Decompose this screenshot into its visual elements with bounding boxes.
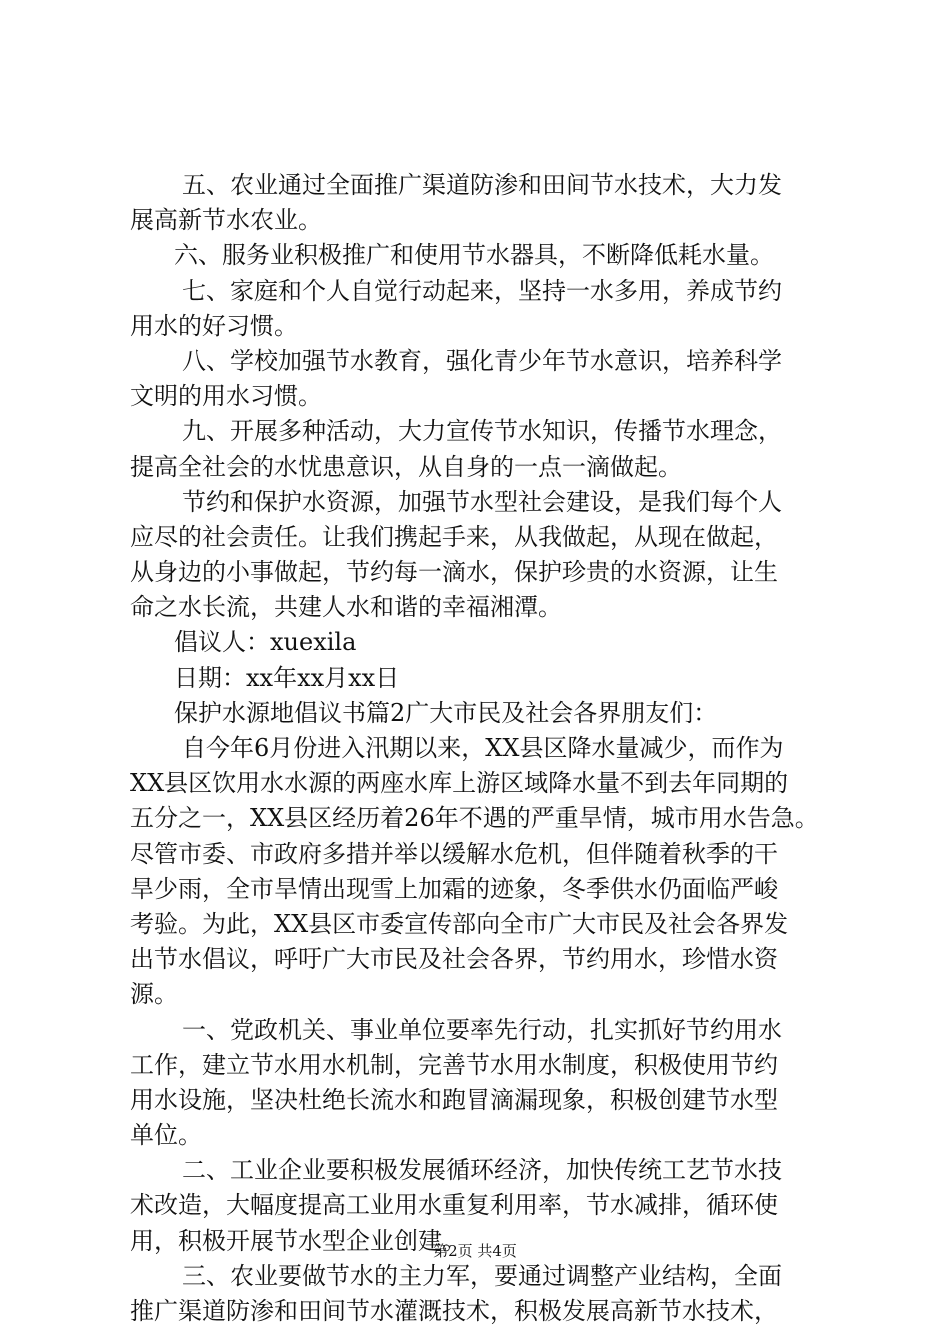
page-footer: 第2页 共4页	[433, 1242, 517, 1260]
text-line: 自今年6月份进入汛期以来，XX县区降水量减少，而作为	[182, 734, 784, 762]
text-line: 提高全社会的水忧患意识，从自身的一点一滴做起。	[130, 452, 682, 481]
text-line: 工作，建立节水用水机制，完善节水用水制度，积极使用节约	[130, 1050, 778, 1079]
text-line: 六、服务业积极推广和使用节水器具，不断降低耗水量。	[174, 241, 774, 270]
text-line: 命之水长流，共建人水和谐的幸福湘潭。	[130, 593, 562, 622]
text-line: 推广渠道防渗和田间节水灌溉技术，积极发展高新节水技术，	[130, 1297, 778, 1325]
text-line: 五分之一，XX县区经历着26年不遇的严重旱情，城市用水告急。	[130, 804, 819, 833]
text-line: 展高新节水农业。	[130, 206, 322, 235]
text-line: XX县区饮用水水源的两座水库上游区域降水量不到去年同期的	[130, 769, 789, 798]
text-line: 八、学校加强节水教育，强化青少年节水意识，培养科学	[182, 346, 782, 375]
text-line: 节约和保护水资源，加强节水型社会建设，是我们每个人	[182, 487, 782, 516]
text-line: 源。	[130, 980, 178, 1009]
text-line: 文明的用水习惯。	[130, 382, 322, 411]
text-line: 单位。	[130, 1121, 202, 1150]
text-line: 三、农业要做节水的主力军，要通过调整产业结构，全面	[182, 1261, 782, 1290]
text-line: 用水的好习惯。	[130, 311, 298, 340]
text-line: 考验。为此，XX县区市委宣传部向全市广大市民及社会各界发	[130, 909, 789, 938]
text-line: 倡议人：xuexila	[174, 628, 357, 657]
text-line: 尽管市委、市政府多措并举以缓解水危机，但伴随着秋季的干	[130, 839, 778, 868]
text-line: 用水设施，坚决杜绝长流水和跑冒滴漏现象，积极创建节水型	[130, 1085, 778, 1114]
text-line: 七、家庭和个人自觉行动起来，坚持一水多用，养成节约	[182, 276, 782, 305]
text-line: 用，积极开展节水型企业创建。	[130, 1226, 466, 1255]
text-line: 日期：xx年xx月xx日	[174, 663, 400, 692]
text-line: 应尽的社会责任。让我们携起手来，从我做起，从现在做起，	[130, 522, 778, 551]
text-line: 二、工业企业要积极发展循环经济，加快传统工艺节水技	[182, 1156, 782, 1185]
text-line: 出节水倡议，呼吁广大市民及社会各界，节约用水，珍惜水资	[130, 945, 778, 974]
text-line: 保护水源地倡议书篇2广大市民及社会各界朋友们：	[174, 698, 718, 727]
text-line: 旱少雨，全市旱情出现雪上加霜的迹象，冬季供水仍面临严峻	[130, 874, 778, 903]
text-line: 一、党政机关、事业单位要率先行动，扎实抓好节约用水	[182, 1015, 782, 1044]
text-line: 术改造，大幅度提高工业用水重复利用率，节水减排，循环使	[130, 1191, 778, 1220]
document-body	[130, 168, 830, 1329]
text-line: 九、开展多种活动，大力宣传节水知识，传播节水理念，	[182, 417, 782, 446]
text-line: 从身边的小事做起，节约每一滴水，保护珍贵的水资源，让生	[130, 558, 778, 587]
text-line: 五、农业通过全面推广渠道防渗和田间节水技术，大力发	[182, 171, 782, 199]
